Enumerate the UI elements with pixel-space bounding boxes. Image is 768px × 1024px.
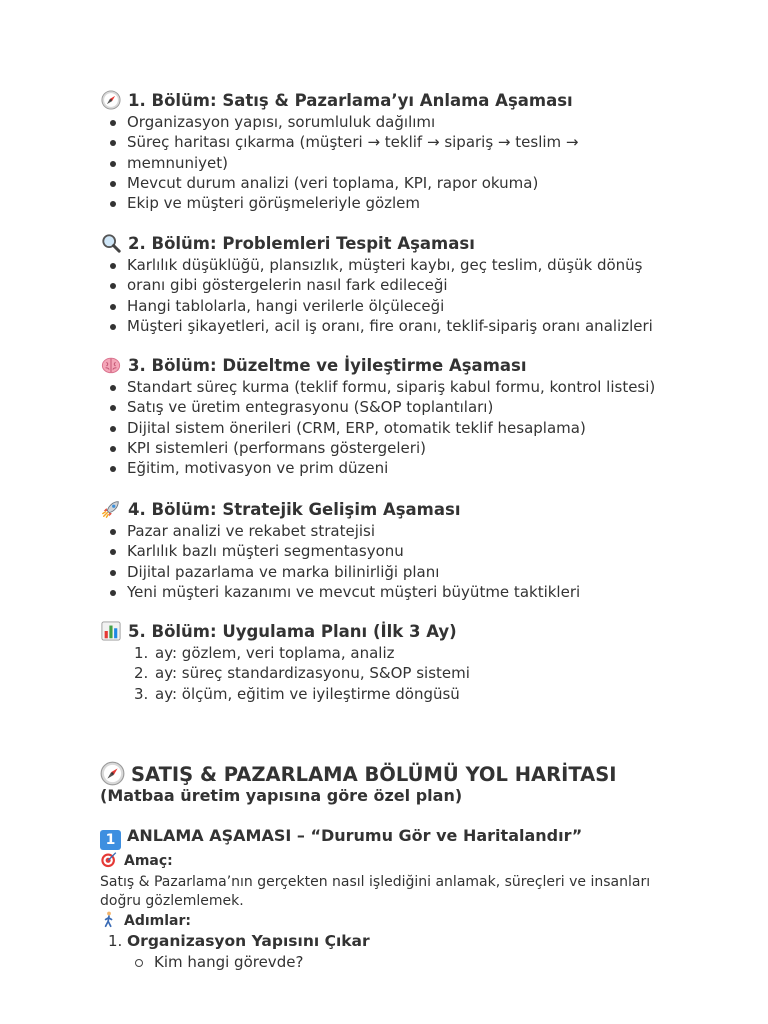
list-item: Karlılık bazlı müşteri segmentasyonu (100, 541, 700, 561)
steps-label-text: Adımlar: (124, 913, 191, 929)
section-3-title (100, 355, 700, 376)
steps-label (100, 911, 700, 930)
item-text: ay: süreç standardizasyonu, S&OP sistemi (155, 664, 470, 683)
numbered-item (100, 684, 700, 704)
compass-icon (100, 90, 122, 110)
roadmap-title (100, 761, 700, 787)
phase-1 (100, 826, 700, 973)
section-1-title (100, 90, 700, 111)
section-1-title-text: 1. Bölüm: Satış & Pazarlama’yı Anlama Aşaması (128, 91, 573, 110)
list-item: Yeni müşteri kazanımı ve mevcut müşteri büyütme taktikleri (100, 582, 700, 602)
roadmap-title-text: SATIŞ & PAZARLAMA BÖLÜMÜ YOL HARİTASI (131, 763, 617, 786)
phase-1-title (100, 826, 700, 850)
target-icon (100, 851, 118, 868)
list-item: Dijital sistem önerileri (CRM, ERP, otomatik teklif hesaplama) (100, 418, 700, 438)
item-number: 2. (134, 664, 149, 683)
item-number: 1. (134, 644, 149, 662)
list-item: Süreç haritası çıkarma (müşteri → teklif → sipariş → teslim → (100, 132, 700, 152)
section-2-list (100, 255, 700, 336)
list-item: Eğitim, motivasyon ve prim düzeni (100, 458, 700, 478)
compass-icon (100, 761, 125, 786)
list-item: KPI sistemleri (performans göstergeleri) (100, 438, 700, 458)
walking-person-icon (100, 911, 118, 928)
item-number: 1. (108, 932, 123, 950)
section-4-list (100, 521, 700, 602)
list-item: Ekip ve müşteri görüşmeleriyle gözlem (100, 193, 700, 213)
list-item: Hangi tablolarla, hangi verilerle ölçüleceği (100, 296, 700, 316)
section-5-title (100, 621, 700, 642)
section-3 (100, 355, 700, 478)
section-5 (100, 621, 700, 704)
list-item: Standart süreç kurma (teklif formu, sipariş kabul formu, kontrol listesi) (100, 377, 700, 397)
list-item: Dijital pazarlama ve marka bilinirliği planı (100, 562, 700, 582)
list-item: Pazar analizi ve rekabet stratejisi (100, 521, 700, 541)
list-item: Organizasyon yapısı, sorumluluk dağılımı (100, 112, 700, 132)
keycap-1-icon: 1 (100, 830, 121, 850)
section-4-title (100, 499, 700, 520)
list-item: Karlılık düşüklüğü, plansızlık, müşteri kaybı, geç teslim, düşük dönüş (100, 255, 700, 275)
roadmap-header (100, 761, 700, 806)
phase-1-title-text: ANLAMA AŞAMASI – “Durumu Gör ve Haritalandır” (127, 826, 583, 845)
roadmap-subtitle: (Matbaa üretim yapısına göre özel plan) (100, 786, 463, 805)
list-item-continuation: memnuniyet) (100, 153, 700, 173)
section-5-title-text: 5. Bölüm: Uygulama Planı (İlk 3 Ay) (128, 622, 457, 641)
list-item: Müşteri şikayetleri, acil iş oranı, fire oranı, teklif-sipariş oranı analizleri (100, 316, 700, 336)
section-1 (100, 90, 700, 213)
section-1-list (100, 112, 700, 213)
list-item: Mevcut durum analizi (veri toplama, KPI, rapor okuma) (100, 173, 700, 193)
magnifier-icon (100, 233, 122, 253)
list-item-continuation: oranı gibi göstergelerin nasıl fark edileceği (100, 275, 700, 295)
sub-list-item: Kim hangi görevde? (100, 952, 700, 973)
goal-text-line-1: Satış & Pazarlama’nın gerçekten nasıl işlediğini anlamak, süreçleri ve insanları (100, 874, 651, 890)
step-title: Organizasyon Yapısını Çıkar (127, 932, 370, 950)
section-2-title (100, 233, 700, 254)
section-5-list (100, 643, 700, 704)
numbered-item (100, 931, 700, 952)
bar-chart-icon (100, 621, 122, 641)
rocket-icon (100, 499, 122, 519)
item-number: 3. (134, 684, 149, 703)
brain-icon (100, 355, 122, 375)
numbered-item (100, 663, 700, 683)
goal-label-text: Amaç: (124, 853, 173, 869)
section-2-title-text: 2. Bölüm: Problemleri Tespit Aşaması (128, 234, 475, 253)
steps-list (100, 931, 700, 973)
section-3-title-text: 3. Bölüm: Düzeltme ve İyileştirme Aşaması (128, 356, 527, 375)
item-text: ay: ölçüm, eğitim ve iyileştirme döngüsü (155, 684, 460, 703)
numbered-item (100, 643, 700, 663)
section-4 (100, 499, 700, 602)
goal-label (100, 851, 700, 870)
section-3-list (100, 377, 700, 478)
goal-text-line-2: doğru gözlemlemek. (100, 893, 244, 909)
list-item: Satış ve üretim entegrasyonu (S&OP toplantıları) (100, 397, 700, 417)
item-text: ay: gözlem, veri toplama, analiz (155, 644, 395, 662)
section-2 (100, 233, 700, 336)
section-4-title-text: 4. Bölüm: Stratejik Gelişim Aşaması (128, 500, 461, 519)
